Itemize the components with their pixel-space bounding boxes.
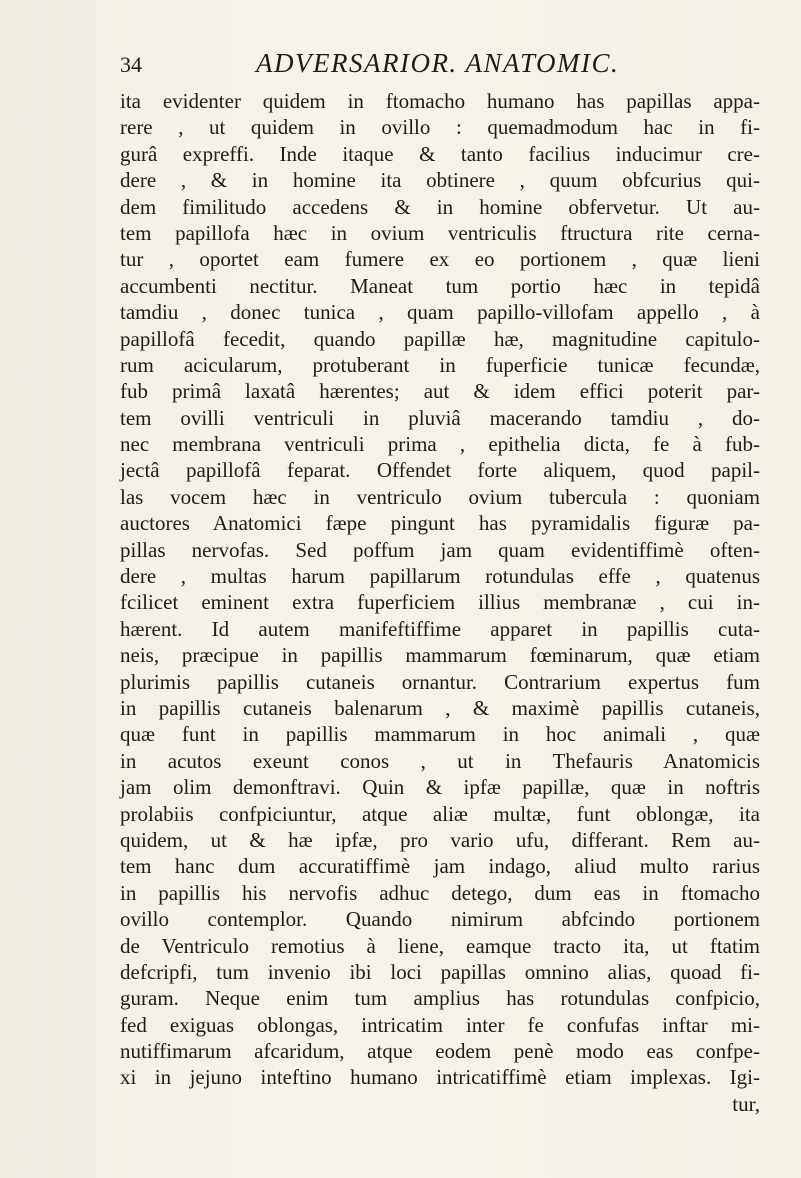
text-line: accumbenti nectitur. Maneat tum portio hæc in tepidâ	[120, 273, 760, 298]
text-line: rere , ut quidem in ovillo : quemadmodum hac in fi-	[120, 115, 760, 140]
text-line: ita evidenter quidem in ftomacho humano has papillas appa-	[120, 89, 760, 113]
text-line: nutiffimarum afcaridum, atque eodem penè modo eas confpe-	[120, 1039, 760, 1064]
page-header	[120, 48, 760, 82]
text-line: tem ovilli ventriculi in pluviâ macerando tamdiu , do-	[120, 405, 760, 430]
text-line: prolabiis confpiciuntur, atque aliæ multæ, funt oblongæ, ita	[120, 801, 760, 826]
text-line: rum acicularum, protuberant in fuperficie tunicæ fecundæ,	[120, 352, 760, 377]
text-line: fub primâ laxatâ hærentes; aut & idem effici poterit par-	[120, 379, 760, 404]
text-line: de Ventriculo remotius à liene, eamque tracto ita, ut ftatim	[120, 933, 760, 958]
text-line: hærent. Id autem manifeftiffime apparet in papillis cuta-	[120, 616, 760, 641]
text-line: nec membrana ventriculi prima , epithelia dicta, fe à fub-	[120, 432, 760, 457]
text-line: in papillis his nervofis adhuc detego, dum eas in ftomacho	[120, 880, 760, 905]
text-line: in acutos exeunt conos , ut in Thefauris Anatomicis	[120, 748, 760, 773]
text-line: pillas nervofas. Sed poffum jam quam evidentiffimè often-	[120, 537, 760, 562]
text-line: quidem, ut & hæ ipfæ, pro vario ufu, differant. Rem au-	[120, 827, 760, 852]
text-line: auctores Anatomici fæpe pingunt has pyramidalis figuræ pa-	[120, 511, 760, 536]
text-line: papillofâ fecedit, quando papillæ hæ, magnitudine capitulo-	[120, 326, 760, 351]
text-line: tem papillofa hæc in ovium ventriculis ftructura rite cerna-	[120, 220, 760, 245]
text-line: fed exiguas oblongas, intricatim inter fe confufas inftar mi-	[120, 1012, 760, 1037]
text-line: in papillis cutaneis balenarum , & maximè papillis cutaneis,	[120, 695, 760, 720]
text-line: neis, præcipue in papillis mammarum fœminarum, quæ etiam	[120, 643, 760, 668]
running-title: ADVERSARIOR. ANATOMIC.	[256, 48, 620, 78]
text-line: jectâ papillofâ feparat. Offendet forte aliquem, quod papil-	[120, 458, 760, 483]
text-line: defcripfi, tum invenio ibi loci papillas omnino alias, quoad fi-	[120, 959, 760, 984]
text-line: ovillo contemplor. Quando nimirum abfcindo portionem	[120, 907, 760, 932]
body-text	[120, 88, 760, 1117]
text-line: quæ funt in papillis mammarum in hoc animali , quæ	[120, 722, 760, 747]
text-line: las vocem hæc in ventriculo ovium tubercula : quoniam	[120, 484, 760, 509]
page-number: 34	[120, 52, 142, 77]
text-line: tamdiu , donec tunica , quam papillo-villofam appello , à	[120, 300, 760, 325]
text-line: fcilicet eminent extra fuperficiem illius membranæ , cui in-	[120, 590, 760, 615]
text-line: jam olim demonftravi. Quin & ipfæ papillæ, quæ in noftris	[120, 775, 760, 800]
text-line: plurimis papillis cutaneis ornantur. Contrarium expertus fum	[120, 669, 760, 694]
text-line: tem hanc dum accuratiffimè jam indago, aliud multo rarius	[120, 854, 760, 879]
catchword: tur,	[732, 1091, 760, 1116]
text-line: guram. Neque enim tum amplius has rotundulas confpicio,	[120, 986, 760, 1011]
text-line: gurâ expreffi. Inde itaque & tanto facilius inducimur cre-	[120, 141, 760, 166]
text-line: dem fimilitudo accedens & in homine obfervetur. Ut au-	[120, 194, 760, 219]
text-line: dere , & in homine ita obtinere , quum obfcurius qui-	[120, 168, 760, 193]
text-line: xi in jejuno inteftino humano intricatiffimè etiam implexas. Igi-	[120, 1065, 760, 1090]
text-line: dere , multas harum papillarum rotundulas effe , quatenus	[120, 564, 760, 589]
text-line: tur , oportet eam fumere ex eo portionem , quæ lieni	[120, 247, 760, 272]
